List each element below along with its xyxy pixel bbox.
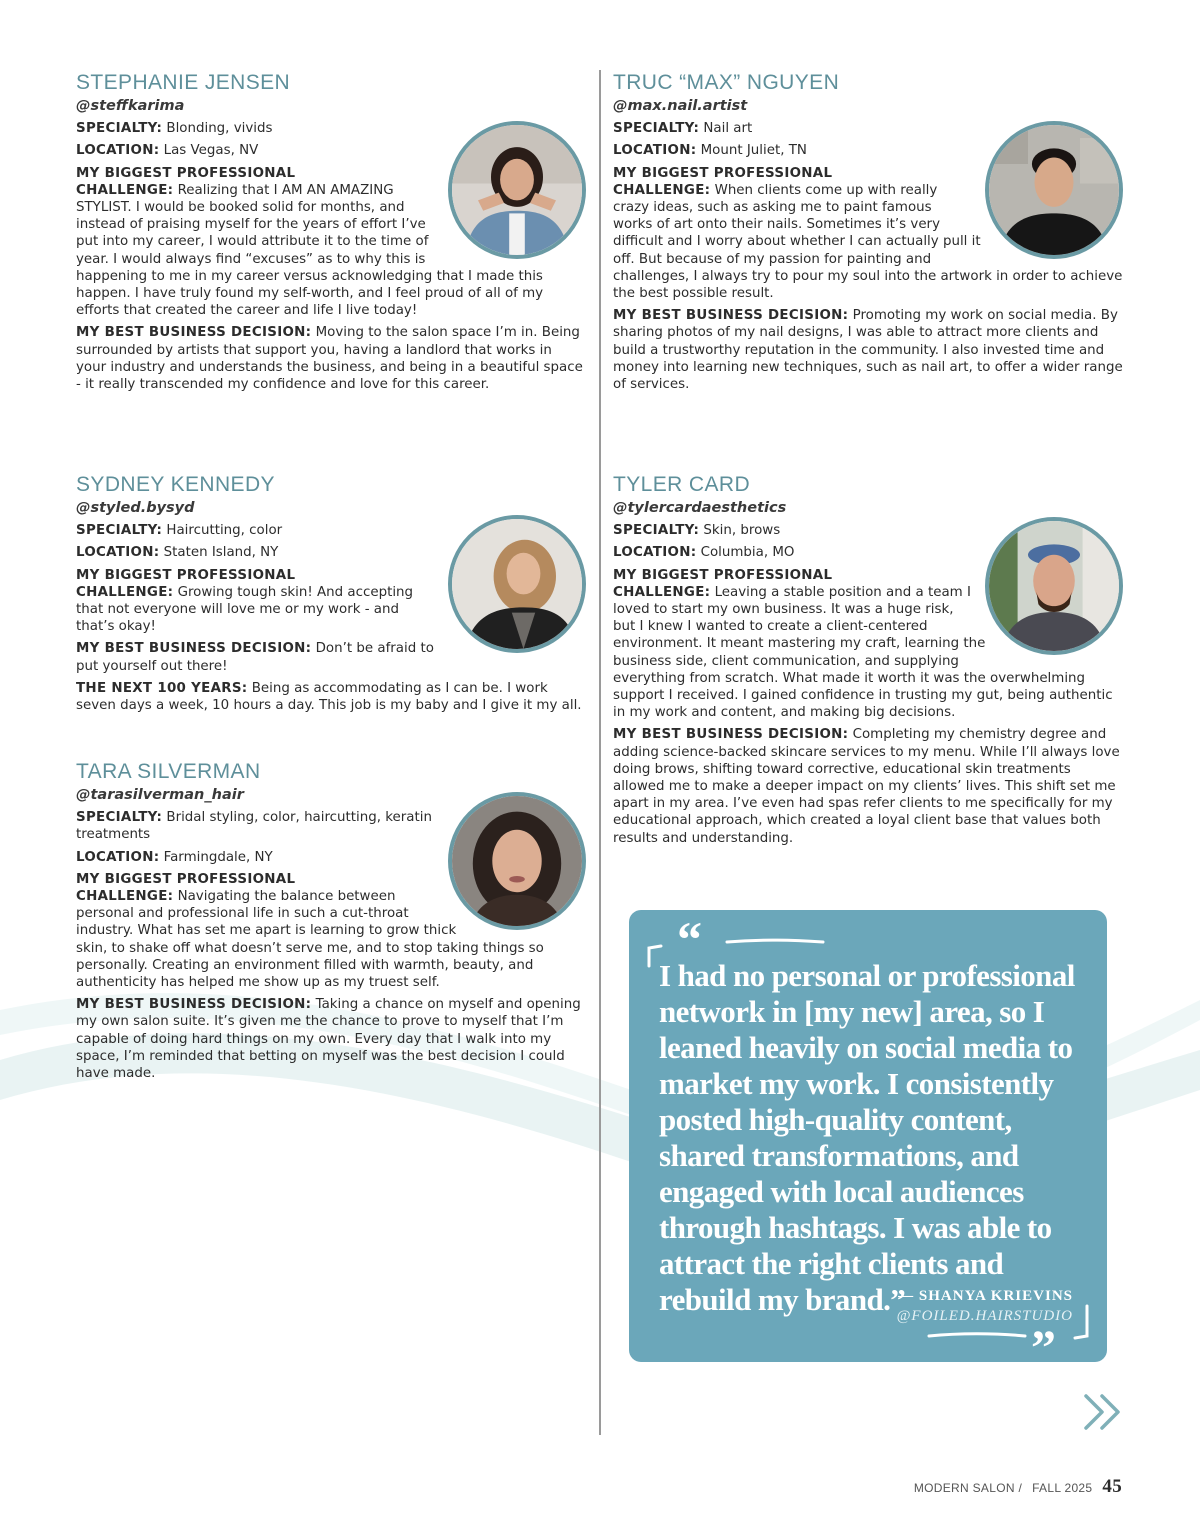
specialty-value: Blonding, vivids [166, 121, 273, 137]
location-label: LOCATION: [76, 545, 160, 561]
decision-text: Taking a chance on myself and opening my own salon suite. It’s given me the chance to prove to myself that I’m capable of doing hard things on my own. Every day that I walk into my space, I’m reminded that betting on myself was the best decision I could have made. [76, 997, 581, 1082]
issue-name: FALL 2025 [1032, 1481, 1093, 1495]
profile-name: TARA SILVERMAN [76, 760, 261, 783]
double-chevron-right-icon[interactable] [1082, 1392, 1126, 1432]
challenge-label-2: CHALLENGE: [76, 889, 174, 905]
location-label: LOCATION: [76, 143, 160, 159]
profile-name: STEPHANIE JENSEN [76, 71, 291, 94]
challenge-label-2: CHALLENGE: [76, 182, 174, 198]
challenge-text: When clients come up with really crazy ideas, such as asking me to paint famous works of art onto their nails. Sometimes it’s very difficult and I worry about whether I can actually pull it off. But because of my passion for painting and challenges, I always try to pour my soul into the artwork in order to achieve the best possible result. [613, 182, 1123, 302]
page-number: 45 [1102, 1476, 1122, 1497]
next-100-years-label: THE NEXT 100 YEARS: [76, 680, 248, 696]
profile-tyler-card [613, 472, 1123, 847]
close-quote-mark: ” [1031, 1319, 1056, 1375]
challenge-text: Navigating the balance between personal and professional life in such a cut-throat industry. What has set me apart is learning to grow thick skin, to shake off what doesn’t serve me, and to stop taking things so personally. Creating an environment filled with warmth, beauty, and authenticity has helped me show up as my truest self. [76, 889, 544, 991]
quote-bracket-bottom-right [925, 1302, 1095, 1342]
profile-handle: @styled.bysyd [76, 500, 195, 516]
decision-text: Promoting my work on social media. By sharing photos of my nail designs, I was able to attract more clients and build a trustworthy reputation in the community. I also invested time and money into learning new techniques, such as nail art, to offer a wider range of services. [613, 308, 1123, 393]
location-label: LOCATION: [76, 849, 160, 865]
profile-name: SYDNEY KENNEDY [76, 473, 275, 496]
quote-author-handle: @FOILED.HAIRSTUDIO [896, 1308, 1073, 1324]
location-value: Columbia, MO [700, 545, 795, 561]
challenge-label-2: CHALLENGE: [613, 182, 711, 198]
location-value: Las Vegas, NV [163, 143, 259, 159]
profile-stephanie-jensen [76, 70, 586, 393]
decision-label: MY BEST BUSINESS DECISION: [76, 641, 312, 657]
quote-author: — SHANYA KRIEVINS [898, 1288, 1073, 1304]
portrait-image [989, 125, 1119, 255]
profile-sydney-kennedy [76, 472, 586, 714]
next-100-years-text: Being as accommodating as I can be. I work seven days a week, 10 hours a day. This job is my baby and I give it my all. [76, 680, 582, 714]
profile-name: TYLER CARD [613, 473, 751, 496]
location-value: Mount Juliet, TN [700, 143, 807, 159]
decision-label: MY BEST BUSINESS DECISION: [76, 997, 312, 1013]
specialty-value: Nail art [703, 121, 753, 137]
portrait-image [989, 521, 1119, 651]
profile-handle: @steffkarima [76, 98, 185, 114]
challenge-text: Leaving a stable position and a team I loved to start my own business. It was a huge risk, but I knew I wanted to create a client-centered environment. It meant mastering my craft, learning the business side, client communication, and supplying everything from scratch. What made it worth it was the overwhelming support I received. I gained confidence in trusting my gut, being authentic in my work and content, and making big decisions. [613, 584, 1113, 721]
portrait-photo [448, 515, 586, 653]
challenge-text: Realizing that I AM AN AMAZING STYLIST. I would be booked solid for months, and instead of praising myself for the years of effort I’ve put into my career, I would attribute it to the time of year. I would always find “excuses” as to why this is happening to me in my career versus acknowledging that I made this happen. I have truly found my self-worth, and I feel proud of all of my efforts that created the career and life I live today! [76, 182, 544, 319]
portrait-image [452, 125, 582, 255]
portrait-photo [985, 517, 1123, 655]
profile-handle: @tarasilverman_hair [76, 787, 244, 803]
challenge-label-2: CHALLENGE: [76, 584, 174, 600]
challenge-label: MY BIGGEST PROFESSIONAL [76, 165, 296, 181]
portrait-photo [985, 121, 1123, 259]
portrait-photo [448, 792, 586, 930]
portrait-image [452, 796, 582, 926]
decision-label: MY BEST BUSINESS DECISION: [613, 727, 849, 743]
specialty-value: Bridal styling, color, haircutting, keratin treatments [76, 810, 432, 843]
pull-quote-box [629, 910, 1107, 1375]
profile-name: TRUC “MAX” NGUYEN [613, 71, 840, 94]
challenge-label: MY BIGGEST PROFESSIONAL [76, 871, 296, 887]
profile-handle: @max.nail.artist [613, 98, 748, 114]
specialty-label: SPECIALTY: [76, 523, 163, 539]
decision-text: Completing my chemistry degree and adding science-backed skincare services to my menu. While I’ll always love doing brows, shifting toward corrective, educational skin treatments allowed me to make a deeper impact on my clients’ lives. This shift set me apart in my area. I’ve even had spas refer clients to me specifically for my educational approach, which created a loyal client base that values both results and understanding. [613, 727, 1120, 846]
profile-tara-silverman [76, 759, 586, 1082]
specialty-value: Skin, brows [703, 523, 781, 539]
portrait-image [452, 519, 582, 649]
portrait-photo [448, 121, 586, 259]
profile-handle: @tylercardaesthetics [613, 500, 787, 516]
location-value: Farmingdale, NY [163, 849, 273, 865]
decision-label: MY BEST BUSINESS DECISION: [613, 308, 849, 324]
decision-text: Don’t be afraid to put yourself out there! [76, 641, 434, 674]
challenge-label-2: CHALLENGE: [613, 584, 711, 600]
decision-label: MY BEST BUSINESS DECISION: [76, 325, 312, 341]
profile-truc-nguyen [613, 70, 1123, 393]
publication-name: MODERN SALON / [913, 1481, 1023, 1495]
location-label: LOCATION: [613, 545, 697, 561]
quote-text: I had no personal or professional network in [my new] area, so I leaned heavily on social media to market my work. I consistently posted high-quality content, shared transformations, and engaged with local audiences through hashtags. I was able to attract the right clients and rebuild my brand.” [659, 958, 1075, 1317]
open-quote-mark: “ [677, 911, 702, 967]
location-value: Staten Island, NY [163, 545, 279, 561]
decision-text: Moving to the salon space I’m in. Being surrounded by artists that support you, having a landlord that works in your industry and understands the business, and being in a beautiful space - it really transcended my confidence and love for this career. [76, 325, 583, 393]
specialty-label: SPECIALTY: [76, 810, 163, 826]
challenge-text: Growing tough skin! And accepting that not everyone will love me or my work - and that’s okay! [76, 584, 414, 635]
specialty-label: SPECIALTY: [76, 121, 163, 137]
specialty-value: Haircutting, color [166, 523, 283, 539]
challenge-label: MY BIGGEST PROFESSIONAL [613, 567, 833, 583]
page-footer [914, 1476, 1122, 1498]
specialty-label: SPECIALTY: [613, 523, 700, 539]
challenge-label: MY BIGGEST PROFESSIONAL [613, 165, 833, 181]
column-divider [599, 70, 601, 1435]
specialty-label: SPECIALTY: [613, 121, 700, 137]
location-label: LOCATION: [613, 143, 697, 159]
challenge-label: MY BIGGEST PROFESSIONAL [76, 567, 296, 583]
